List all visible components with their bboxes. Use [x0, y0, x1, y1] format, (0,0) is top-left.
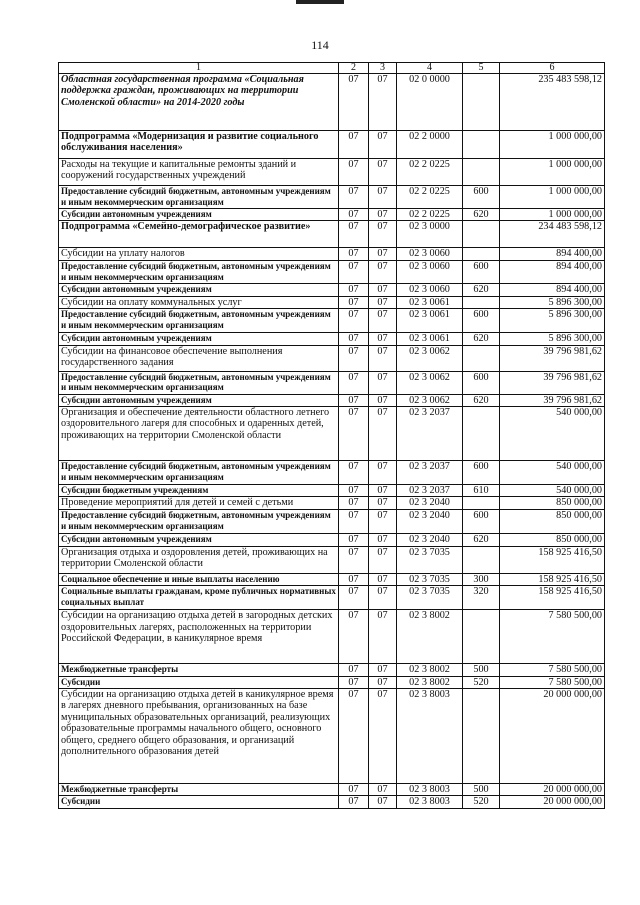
scan-mark: [296, 0, 344, 4]
row-subsection: 07: [369, 485, 397, 497]
row-section: 07: [339, 534, 369, 546]
row-target-article: 02 3 0062: [397, 371, 463, 394]
row-subsection: 07: [369, 309, 397, 333]
row-amount: 5 896 300,00: [500, 333, 605, 345]
table-row: [59, 159, 605, 186]
row-expense-type: 600: [463, 261, 500, 284]
table-row: [59, 333, 605, 345]
row-target-article: 02 2 0225: [397, 159, 463, 186]
row-section: 07: [339, 586, 369, 610]
row-amount: 234 483 598,12: [500, 221, 605, 248]
table-row: [59, 261, 605, 284]
row-name: Субсидии автономным учреждениям: [59, 534, 339, 546]
table-row: [59, 371, 605, 394]
row-section: 07: [339, 74, 369, 131]
table-row: [59, 610, 605, 664]
row-target-article: 02 3 0061: [397, 296, 463, 308]
row-subsection: 07: [369, 407, 397, 461]
row-name: Субсидии автономным учреждениям: [59, 394, 339, 406]
row-expense-type: 520: [463, 796, 500, 808]
row-section: 07: [339, 248, 369, 261]
row-target-article: 02 3 8002: [397, 676, 463, 688]
row-section: 07: [339, 309, 369, 333]
row-expense-type: [463, 248, 500, 261]
row-name: Организация и обеспечение деятельности областного летнего оздоровительного лагеря для способных и одаренных детей, проживающих на территории Смоленской области: [59, 407, 339, 461]
row-amount: 850 000,00: [500, 534, 605, 546]
row-name: Подпрограмма «Семейно-демографическое развитие»: [59, 221, 339, 248]
table-row: [59, 664, 605, 676]
row-target-article: 02 3 2037: [397, 485, 463, 497]
row-name: Предоставление субсидий бюджетным, автономным учреждениям и иным некоммерческим организациям: [59, 261, 339, 284]
table-row: [59, 586, 605, 610]
table-row: [59, 784, 605, 796]
row-amount: 158 925 416,50: [500, 586, 605, 610]
row-name: Субсидии на организацию отдыха детей в загородных детских оздоровительных лагерях, расположенных на территории Российской Федерации, в каникулярное время: [59, 610, 339, 664]
row-name: Межбюджетные трансферты: [59, 784, 339, 796]
row-amount: 1 000 000,00: [500, 159, 605, 186]
row-section: 07: [339, 209, 369, 221]
row-expense-type: 320: [463, 586, 500, 610]
row-amount: 20 000 000,00: [500, 689, 605, 784]
row-expense-type: 600: [463, 510, 500, 534]
row-subsection: 07: [369, 689, 397, 784]
header-col-1: 1: [59, 63, 339, 74]
row-section: 07: [339, 333, 369, 345]
row-target-article: 02 3 2037: [397, 407, 463, 461]
row-amount: 850 000,00: [500, 510, 605, 534]
table-row: [59, 221, 605, 248]
header-col-6: 6: [500, 63, 605, 74]
row-expense-type: 300: [463, 573, 500, 585]
row-expense-type: [463, 546, 500, 573]
table-row: [59, 248, 605, 261]
row-subsection: 07: [369, 461, 397, 485]
row-target-article: 02 3 8003: [397, 796, 463, 808]
row-target-article: 02 3 0060: [397, 248, 463, 261]
row-amount: 7 580 500,00: [500, 664, 605, 676]
table-row: [59, 510, 605, 534]
row-expense-type: 620: [463, 333, 500, 345]
row-target-article: 02 3 0000: [397, 221, 463, 248]
row-name: Предоставление субсидий бюджетным, автономным учреждениям и иным некоммерческим организациям: [59, 309, 339, 333]
row-section: 07: [339, 186, 369, 209]
row-section: 07: [339, 676, 369, 688]
row-target-article: 02 3 0062: [397, 394, 463, 406]
row-name: Предоставление субсидий бюджетным, автономным учреждениям и иным некоммерческим организациям: [59, 186, 339, 209]
row-name: Организация отдыха и оздоровления детей, проживающих на территории Смоленской области: [59, 546, 339, 573]
row-name: Субсидии бюджетным учреждениям: [59, 485, 339, 497]
table-row: [59, 573, 605, 585]
row-target-article: 02 3 0061: [397, 333, 463, 345]
row-expense-type: [463, 689, 500, 784]
row-expense-type: [463, 221, 500, 248]
row-subsection: 07: [369, 74, 397, 131]
table-row: [59, 485, 605, 497]
row-target-article: 02 3 7035: [397, 586, 463, 610]
row-target-article: 02 0 0000: [397, 74, 463, 131]
row-name: Субсидии на оплату коммунальных услуг: [59, 296, 339, 308]
row-expense-type: 610: [463, 485, 500, 497]
row-name: Предоставление субсидий бюджетным, автономным учреждениям и иным некоммерческим организациям: [59, 371, 339, 394]
row-subsection: 07: [369, 296, 397, 308]
row-expense-type: [463, 159, 500, 186]
header-col-2: 2: [339, 63, 369, 74]
row-subsection: 07: [369, 510, 397, 534]
row-amount: 540 000,00: [500, 407, 605, 461]
row-target-article: 02 3 0060: [397, 284, 463, 296]
row-subsection: 07: [369, 221, 397, 248]
row-target-article: 02 3 0062: [397, 345, 463, 371]
row-name: Субсидии на финансовое обеспечение выполнения государственного задания: [59, 345, 339, 371]
row-expense-type: 620: [463, 209, 500, 221]
row-name: Социальные выплаты гражданам, кроме публичных нормативных социальных выплат: [59, 586, 339, 610]
row-name: Подпрограмма «Модернизация и развитие социального обслуживания населения»: [59, 131, 339, 159]
row-target-article: 02 3 8003: [397, 689, 463, 784]
table-row: [59, 676, 605, 688]
row-section: 07: [339, 345, 369, 371]
table-header-row: [59, 63, 605, 74]
row-subsection: 07: [369, 159, 397, 186]
row-name: Расходы на текущие и капитальные ремонты зданий и сооружений государственных учреждений: [59, 159, 339, 186]
row-amount: 1 000 000,00: [500, 186, 605, 209]
header-col-5: 5: [463, 63, 500, 74]
table-row: [59, 689, 605, 784]
row-section: 07: [339, 159, 369, 186]
row-subsection: 07: [369, 186, 397, 209]
row-expense-type: 600: [463, 461, 500, 485]
row-expense-type: 520: [463, 676, 500, 688]
row-section: 07: [339, 546, 369, 573]
row-subsection: 07: [369, 209, 397, 221]
row-subsection: 07: [369, 784, 397, 796]
row-section: 07: [339, 131, 369, 159]
row-amount: 235 483 598,12: [500, 74, 605, 131]
row-section: 07: [339, 485, 369, 497]
row-section: 07: [339, 371, 369, 394]
row-amount: 894 400,00: [500, 248, 605, 261]
row-target-article: 02 2 0225: [397, 186, 463, 209]
row-amount: 39 796 981,62: [500, 394, 605, 406]
row-amount: 540 000,00: [500, 485, 605, 497]
row-expense-type: 620: [463, 534, 500, 546]
row-amount: 1 000 000,00: [500, 131, 605, 159]
row-expense-type: [463, 497, 500, 510]
row-expense-type: 620: [463, 284, 500, 296]
header-col-3: 3: [369, 63, 397, 74]
row-amount: 158 925 416,50: [500, 546, 605, 573]
row-subsection: 07: [369, 371, 397, 394]
row-expense-type: [463, 74, 500, 131]
row-target-article: 02 3 7035: [397, 573, 463, 585]
row-target-article: 02 3 7035: [397, 546, 463, 573]
row-subsection: 07: [369, 610, 397, 664]
table-row: [59, 296, 605, 308]
table-row: [59, 309, 605, 333]
row-name: Субсидии: [59, 796, 339, 808]
row-section: 07: [339, 510, 369, 534]
table-row: [59, 394, 605, 406]
row-amount: 850 000,00: [500, 497, 605, 510]
row-section: 07: [339, 497, 369, 510]
row-target-article: 02 2 0225: [397, 209, 463, 221]
row-expense-type: [463, 610, 500, 664]
row-section: 07: [339, 796, 369, 808]
row-name: Проведение мероприятий для детей и семей с детьми: [59, 497, 339, 510]
row-amount: 540 000,00: [500, 461, 605, 485]
row-subsection: 07: [369, 345, 397, 371]
row-section: 07: [339, 296, 369, 308]
row-amount: 5 896 300,00: [500, 296, 605, 308]
row-target-article: 02 3 8003: [397, 784, 463, 796]
page-number: 114: [311, 38, 329, 52]
row-expense-type: [463, 407, 500, 461]
row-target-article: 02 2 0000: [397, 131, 463, 159]
row-expense-type: 500: [463, 784, 500, 796]
row-name: Предоставление субсидий бюджетным, автономным учреждениям и иным некоммерческим организациям: [59, 510, 339, 534]
row-name: Субсидии: [59, 676, 339, 688]
row-amount: 7 580 500,00: [500, 676, 605, 688]
row-section: 07: [339, 284, 369, 296]
table-row: [59, 209, 605, 221]
row-expense-type: 500: [463, 664, 500, 676]
row-section: 07: [339, 610, 369, 664]
table-row: [59, 497, 605, 510]
row-target-article: 02 3 0061: [397, 309, 463, 333]
table-row: [59, 74, 605, 131]
row-name: Субсидии на организацию отдыха детей в каникулярное время в лагерях дневного пребывания, организованных на базе муниципальных образовательных организаций, реализующих образовательные программы начального общего, основного общего, среднего общего образования, и организаций дополнительного образования детей: [59, 689, 339, 784]
row-subsection: 07: [369, 394, 397, 406]
table-row: [59, 796, 605, 808]
row-section: 07: [339, 407, 369, 461]
budget-table: [58, 62, 605, 809]
row-target-article: 02 3 0060: [397, 261, 463, 284]
row-target-article: 02 3 8002: [397, 664, 463, 676]
row-section: 07: [339, 784, 369, 796]
row-target-article: 02 3 8002: [397, 610, 463, 664]
row-name: Социальное обеспечение и иные выплаты населению: [59, 573, 339, 585]
table-row: [59, 345, 605, 371]
table-row: [59, 407, 605, 461]
row-amount: 20 000 000,00: [500, 796, 605, 808]
row-subsection: 07: [369, 676, 397, 688]
table-row: [59, 461, 605, 485]
row-expense-type: 600: [463, 371, 500, 394]
row-amount: 894 400,00: [500, 284, 605, 296]
row-section: 07: [339, 461, 369, 485]
table-row: [59, 284, 605, 296]
header-col-4: 4: [397, 63, 463, 74]
row-subsection: 07: [369, 534, 397, 546]
row-subsection: 07: [369, 131, 397, 159]
row-section: 07: [339, 261, 369, 284]
row-amount: 20 000 000,00: [500, 784, 605, 796]
row-subsection: 07: [369, 664, 397, 676]
row-amount: 5 896 300,00: [500, 309, 605, 333]
row-expense-type: [463, 131, 500, 159]
row-section: 07: [339, 689, 369, 784]
row-target-article: 02 3 2040: [397, 510, 463, 534]
row-subsection: 07: [369, 248, 397, 261]
row-name: Предоставление субсидий бюджетным, автономным учреждениям и иным некоммерческим организациям: [59, 461, 339, 485]
row-section: 07: [339, 221, 369, 248]
row-amount: 7 580 500,00: [500, 610, 605, 664]
row-subsection: 07: [369, 586, 397, 610]
row-name: Межбюджетные трансферты: [59, 664, 339, 676]
row-amount: 158 925 416,50: [500, 573, 605, 585]
row-amount: 39 796 981,62: [500, 371, 605, 394]
row-expense-type: [463, 345, 500, 371]
row-subsection: 07: [369, 284, 397, 296]
table-row: [59, 546, 605, 573]
row-subsection: 07: [369, 261, 397, 284]
row-expense-type: 600: [463, 186, 500, 209]
row-target-article: 02 3 2040: [397, 534, 463, 546]
row-subsection: 07: [369, 546, 397, 573]
row-target-article: 02 3 2040: [397, 497, 463, 510]
row-amount: 1 000 000,00: [500, 209, 605, 221]
row-section: 07: [339, 394, 369, 406]
row-amount: 894 400,00: [500, 261, 605, 284]
row-section: 07: [339, 573, 369, 585]
row-expense-type: 600: [463, 309, 500, 333]
row-amount: 39 796 981,62: [500, 345, 605, 371]
row-expense-type: 620: [463, 394, 500, 406]
row-target-article: 02 3 2037: [397, 461, 463, 485]
row-name: Субсидии автономным учреждениям: [59, 333, 339, 345]
row-name: Субсидии автономным учреждениям: [59, 284, 339, 296]
row-subsection: 07: [369, 333, 397, 345]
table-row: [59, 186, 605, 209]
row-section: 07: [339, 664, 369, 676]
row-expense-type: [463, 296, 500, 308]
row-name: Субсидии на уплату налогов: [59, 248, 339, 261]
table-row: [59, 131, 605, 159]
row-name: Субсидии автономным учреждениям: [59, 209, 339, 221]
row-name: Областная государственная программа «Социальная поддержка граждан, проживающих на территории Смоленской области» на 2014-2020 годы: [59, 74, 339, 131]
row-subsection: 07: [369, 573, 397, 585]
table-row: [59, 534, 605, 546]
row-subsection: 07: [369, 497, 397, 510]
row-subsection: 07: [369, 796, 397, 808]
